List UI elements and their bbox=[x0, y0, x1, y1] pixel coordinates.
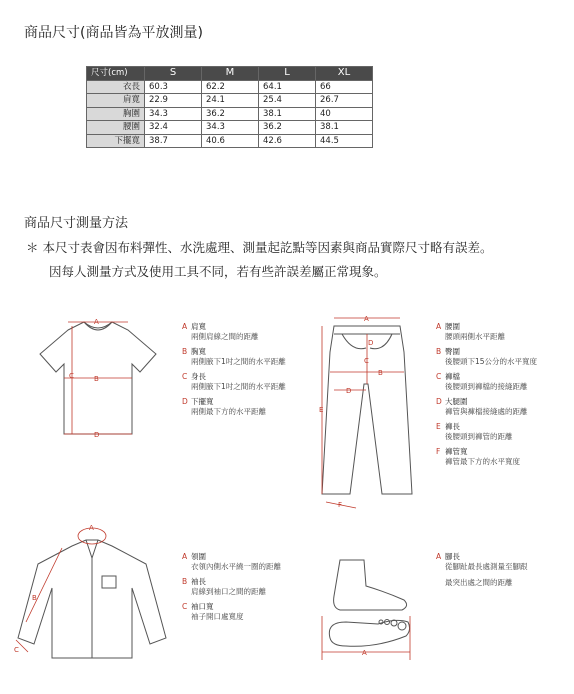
legend-desc: 褲管與褲檔接縫處的距離 bbox=[445, 407, 528, 416]
legend-item bbox=[436, 322, 537, 342]
fig-label-c: C bbox=[14, 646, 19, 654]
legend-name: 褲管寬 bbox=[445, 447, 468, 456]
legend-key: C bbox=[436, 372, 442, 381]
legend-name: 領圍 bbox=[191, 552, 206, 561]
foot-diagram bbox=[316, 556, 416, 668]
table-cell: 34.3 bbox=[145, 107, 202, 121]
fig-label-c: C bbox=[69, 372, 74, 380]
legend-key: F bbox=[436, 447, 441, 456]
legend-name: 肩寬 bbox=[191, 322, 206, 331]
legend-desc: 後腰頭下15公分的水平寬度 bbox=[445, 357, 538, 366]
legend-desc: 腰頭兩側水平距離 bbox=[445, 332, 505, 341]
legend-item bbox=[436, 397, 537, 417]
method-title: 商品尺寸測量方法 bbox=[24, 216, 129, 231]
legend-desc: 袖子開口處寬度 bbox=[191, 612, 244, 621]
table-row bbox=[87, 80, 373, 94]
note-line-2: 因每人測量方式及使用工具不同，若有些許誤差屬正常現象。 bbox=[49, 264, 387, 279]
table-cell: 62.2 bbox=[202, 80, 259, 94]
table-cell: 32.4 bbox=[145, 121, 202, 135]
legend-key: C bbox=[182, 602, 188, 611]
pants-diagram bbox=[312, 312, 422, 512]
legend-name: 大腿圍 bbox=[445, 397, 468, 406]
row-label: 腰圍 bbox=[87, 121, 145, 135]
fig-label-a: A bbox=[94, 318, 99, 326]
legend-name: 胸寬 bbox=[191, 347, 206, 356]
legend-name: 腰圍 bbox=[445, 322, 460, 331]
legend-name: 臀圍 bbox=[445, 347, 460, 356]
table-cell: 40 bbox=[316, 107, 373, 121]
legend-name: 身長 bbox=[191, 372, 206, 381]
legend-key: C bbox=[182, 372, 188, 381]
table-header-cell: L bbox=[259, 67, 316, 81]
legend-desc: 褲管最下方的水平寬度 bbox=[445, 457, 520, 466]
legend-key: B bbox=[436, 347, 442, 356]
legend-desc: 最突出處之間的距離 bbox=[445, 578, 513, 587]
legend-item bbox=[182, 372, 286, 392]
tshirt-legend bbox=[182, 322, 286, 422]
table-cell: 64.1 bbox=[259, 80, 316, 94]
row-label: 肩寬 bbox=[87, 94, 145, 108]
legend-item bbox=[436, 372, 537, 392]
note-line-1: ＊ 本尺寸表會因布料彈性、水洗處理、測量起訖點等因素與商品實際尺寸略有誤差。 bbox=[26, 240, 493, 255]
fig-label-a: A bbox=[89, 524, 94, 532]
legend-desc: 兩側最下方的水平距離 bbox=[191, 407, 266, 416]
legend-item bbox=[436, 422, 537, 442]
fig-label-a: A bbox=[362, 649, 367, 657]
table-cell: 38.1 bbox=[316, 121, 373, 135]
table-cell: 26.7 bbox=[316, 94, 373, 108]
legend-desc: 從腳趾最長處測量至腳跟 bbox=[445, 562, 528, 571]
legend-desc: 兩側腋下1吋之間的水平距離 bbox=[191, 357, 286, 366]
legend-desc: 後腰頭到褲檔的接縫距離 bbox=[445, 382, 528, 391]
table-cell: 42.6 bbox=[259, 134, 316, 148]
legend-key: A bbox=[436, 322, 442, 331]
table-header-cell: M bbox=[202, 67, 259, 81]
legend-key: E bbox=[436, 422, 441, 431]
legend-item bbox=[182, 347, 286, 367]
legend-item bbox=[182, 322, 286, 342]
legend-name: 腳長 bbox=[445, 552, 460, 561]
fig-label-b: B bbox=[32, 594, 37, 602]
table-cell: 40.6 bbox=[202, 134, 259, 148]
row-label: 衣長 bbox=[87, 80, 145, 94]
table-cell: 22.9 bbox=[145, 94, 202, 108]
legend-key: D bbox=[436, 397, 442, 406]
legend-name: 下擺寬 bbox=[191, 397, 214, 406]
legend-desc: 衣領內側水平繞一圈的距離 bbox=[191, 562, 281, 571]
size-table bbox=[86, 66, 373, 148]
fig-label-d: D bbox=[94, 431, 100, 439]
table-cell: 44.5 bbox=[316, 134, 373, 148]
table-row bbox=[87, 94, 373, 108]
legend-key: A bbox=[182, 322, 188, 331]
table-cell: 25.4 bbox=[259, 94, 316, 108]
fig-label-a: A bbox=[364, 315, 369, 323]
fig-label-d: D bbox=[368, 339, 374, 347]
legend-desc: 兩側腋下1吋之間的水平距離 bbox=[191, 382, 286, 391]
legend-desc: 後腰頭到褲管的距離 bbox=[445, 432, 513, 441]
table-row bbox=[87, 107, 373, 121]
table-cell: 24.1 bbox=[202, 94, 259, 108]
legend-key: B bbox=[182, 577, 188, 586]
legend-desc: 兩側肩線之間的距離 bbox=[191, 332, 259, 341]
page-title: 商品尺寸(商品皆為平放測量) bbox=[24, 25, 203, 41]
table-row bbox=[87, 134, 373, 148]
legend-item bbox=[436, 347, 537, 367]
fig-label-b: B bbox=[94, 375, 99, 383]
legend-name: 袖長 bbox=[191, 577, 206, 586]
legend-name: 褲長 bbox=[445, 422, 460, 431]
fig-label-d: D bbox=[346, 387, 352, 395]
pants-legend bbox=[436, 322, 537, 472]
table-cell: 36.2 bbox=[259, 121, 316, 135]
fig-label-c: C bbox=[364, 357, 369, 365]
legend-key: D bbox=[182, 397, 188, 406]
legend-desc: 肩線到袖口之間的距離 bbox=[191, 587, 266, 596]
foot-legend bbox=[436, 552, 528, 593]
table-cell: 60.3 bbox=[145, 80, 202, 94]
table-cell: 38.7 bbox=[145, 134, 202, 148]
table-cell: 66 bbox=[316, 80, 373, 94]
legend-item bbox=[182, 552, 281, 572]
row-label: 下擺寬 bbox=[87, 134, 145, 148]
fig-label-b: B bbox=[378, 369, 383, 377]
tshirt-diagram bbox=[28, 312, 168, 442]
fig-label-f: F bbox=[338, 501, 343, 509]
legend-item bbox=[182, 577, 281, 597]
legend-key: A bbox=[436, 552, 442, 561]
table-cell: 34.3 bbox=[202, 121, 259, 135]
row-label: 胸圍 bbox=[87, 107, 145, 121]
table-header-cell: 尺寸(cm) bbox=[87, 67, 145, 81]
legend-name: 褲檔 bbox=[445, 372, 460, 381]
legend-key: A bbox=[182, 552, 188, 561]
legend-item bbox=[182, 602, 281, 622]
legend-item bbox=[436, 552, 528, 588]
legend-item bbox=[436, 447, 537, 467]
legend-key: B bbox=[182, 347, 188, 356]
table-row bbox=[87, 121, 373, 135]
table-cell: 38.1 bbox=[259, 107, 316, 121]
legend-name: 袖口寬 bbox=[191, 602, 214, 611]
table-header-cell: XL bbox=[316, 67, 373, 81]
shirt-diagram bbox=[10, 518, 175, 668]
shirt-legend bbox=[182, 552, 281, 627]
table-header-cell: S bbox=[145, 67, 202, 81]
legend-item bbox=[182, 397, 286, 417]
table-cell: 36.2 bbox=[202, 107, 259, 121]
fig-label-e: E bbox=[319, 406, 324, 414]
table-header-row bbox=[87, 67, 373, 81]
